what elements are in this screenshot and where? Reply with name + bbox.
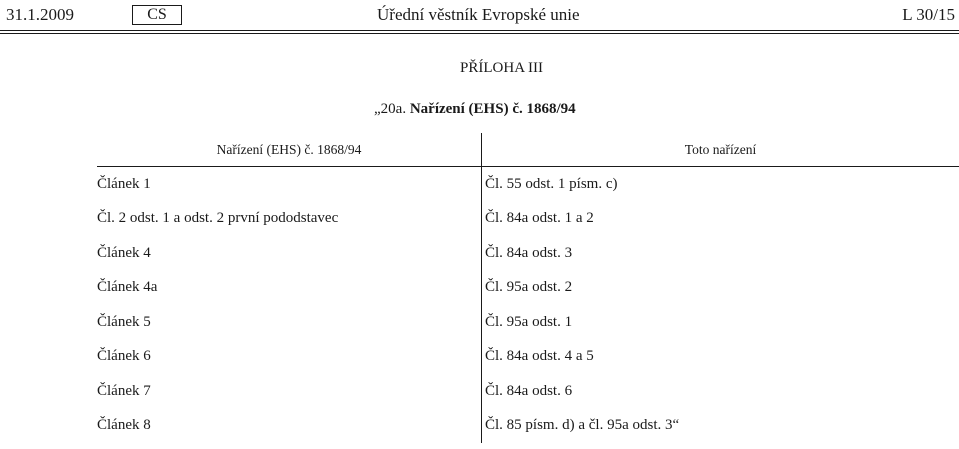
section-heading <box>374 101 576 118</box>
header-rule-bottom <box>0 33 959 34</box>
table-cell-old: Článek 7 <box>97 374 482 409</box>
publication-date: 31.1.2009 <box>6 5 74 24</box>
table-cell-new: Čl. 84a odst. 3 <box>485 244 573 261</box>
table-cell-new: Čl. 84a odst. 4 a 5 <box>485 348 594 365</box>
table-row <box>97 305 959 340</box>
table-cell-new: Čl. 95a odst. 2 <box>485 279 573 296</box>
column-header-this-regulation: Toto nařízení <box>482 133 959 167</box>
table-row <box>97 236 959 271</box>
correlation-table <box>97 133 959 443</box>
table-row <box>97 409 959 444</box>
table-header-row <box>97 133 959 167</box>
annex-title: PŘÍLOHA III <box>460 60 543 76</box>
table-cell-new: Čl. 85 písm. d) a čl. 95a odst. 3“ <box>485 417 680 434</box>
table-cell-old: Článek 8 <box>97 409 482 444</box>
table-cell-old: Článek 4 <box>97 236 482 271</box>
table-cell-old: Čl. 2 odst. 1 a odst. 2 první pododstavec <box>97 202 482 237</box>
table-cell-new: Čl. 95a odst. 1 <box>485 313 573 330</box>
table-cell-new: Čl. 84a odst. 6 <box>485 382 573 399</box>
table-row <box>97 167 959 202</box>
column-header-regulation: Nařízení (EHS) č. 1868/94 <box>97 133 482 167</box>
language-code-box: CS <box>132 5 182 25</box>
table-cell-old: Článek 4a <box>97 271 482 306</box>
table-row <box>97 374 959 409</box>
table-row <box>97 340 959 375</box>
table-row <box>97 271 959 306</box>
table-cell-old: Článek 5 <box>97 305 482 340</box>
table-cell-new: Čl. 55 odst. 1 písm. c) <box>485 175 618 192</box>
section-regulation: Nařízení (EHS) č. 1868/94 <box>409 101 576 117</box>
table-row <box>97 202 959 237</box>
table-cell-old: Článek 1 <box>97 167 482 202</box>
table-cell-old: Článek 6 <box>97 340 482 375</box>
section-number: „20a. <box>374 101 407 117</box>
journal-title: Úřední věstník Evropské unie <box>377 5 580 24</box>
page-reference: L 30/15 <box>902 5 955 24</box>
table-cell-new: Čl. 84a odst. 1 a 2 <box>485 210 594 227</box>
header-rule-top <box>0 30 959 31</box>
